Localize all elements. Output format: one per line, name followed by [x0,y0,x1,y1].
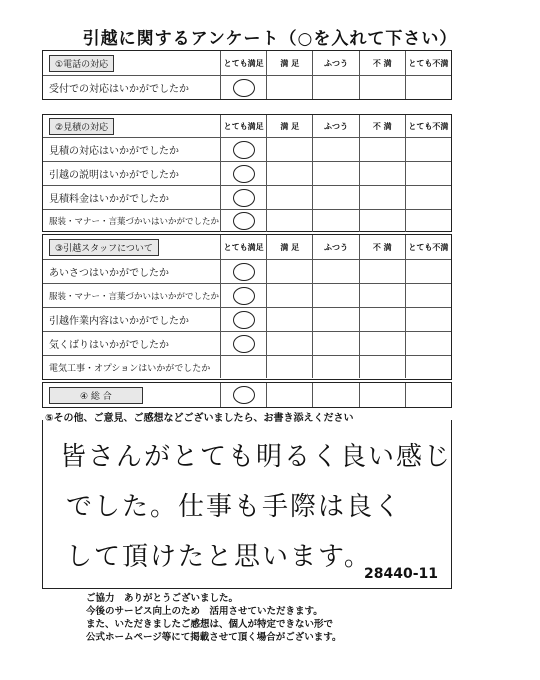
rating-header: 不 満 [360,51,406,75]
rating-header: 満 足 [267,115,313,137]
rating-header: とても不満 [408,58,449,68]
rating-cell[interactable] [267,356,313,378]
rating-cell[interactable] [221,356,267,378]
rating-cell[interactable] [313,284,359,307]
rating-cell[interactable] [313,210,359,232]
rating-cell[interactable] [360,284,406,307]
rating-cell[interactable] [267,332,313,355]
rating-cell[interactable] [406,210,451,232]
section-label: ③引越スタッフについて [49,239,159,256]
rating-cell[interactable] [360,356,406,378]
rating-header: とても不満 [408,121,449,131]
rating-cell[interactable] [221,332,267,355]
question-text: 引越の説明はいかがでしたか [43,162,221,185]
footer-note [86,592,342,644]
rating-cell[interactable] [221,186,267,209]
rating-header: ふつう [313,51,359,75]
rating-cell[interactable] [221,138,267,161]
question-text: 気くばりはいかがでしたか [43,332,221,355]
selected-circle [233,311,255,329]
rating-cell[interactable] [313,308,359,331]
rating-cell[interactable] [313,260,359,283]
question-text: あいさつはいかがでしたか [43,260,221,283]
question-text: 引越作業内容はいかがでしたか [43,308,221,331]
rating-cell[interactable] [406,162,451,185]
selected-circle [233,165,255,183]
rating-cell[interactable] [267,260,313,283]
handwritten-line: 皆さんがとても明るく良い感じ [60,442,453,472]
selected-circle [233,79,255,97]
rating-cell[interactable] [221,210,267,232]
rating-header: ふつう [313,235,359,259]
rating-cell[interactable] [360,76,406,99]
rating-header: 不 満 [360,115,406,137]
footer-line: 今後のサービス向上のため 活用させていただきます。 [86,606,323,617]
rating-header: ふつう [313,115,359,137]
rating-cell[interactable] [406,284,451,307]
footer-line: 公式ホームページ等にて掲載させて頂く場合がございます。 [86,632,342,643]
question-text: 受付での対応はいかがでしたか [43,76,221,99]
section-moving-staff [42,234,452,380]
rating-header: とても満足 [221,51,267,75]
question-text: 見積料金はいかがでしたか [43,186,221,209]
footer-line: ご協力 ありがとうございました。 [86,593,239,604]
rating-cell[interactable] [313,76,359,99]
rating-cell[interactable] [360,308,406,331]
rating-header: とても満足 [221,235,267,259]
selected-circle [233,189,255,207]
selected-circle [233,335,255,353]
handwritten-line: して頂けたと思います。 [66,542,372,572]
rating-cell[interactable] [360,186,406,209]
rating-cell[interactable] [221,76,267,99]
rating-header: 不 満 [360,235,406,259]
rating-cell[interactable] [267,138,313,161]
rating-cell[interactable] [406,76,451,99]
question-text: 服装・マナー・言葉づかいはいかがでしたか [43,284,221,307]
rating-cell[interactable] [360,383,406,407]
rating-cell[interactable] [406,260,451,283]
rating-cell[interactable] [406,308,451,331]
rating-cell[interactable] [406,138,451,161]
rating-cell[interactable] [221,260,267,283]
rating-cell[interactable] [221,383,267,407]
rating-cell[interactable] [267,383,313,407]
rating-cell[interactable] [267,162,313,185]
selected-circle [233,287,255,305]
reference-number: 28440-11 [364,566,438,582]
rating-header: とても不満 [408,242,449,252]
handwritten-line: でした。仕事も手際は良く [66,492,403,522]
footer-line: また、いただきましたご感想は、個人が特定できない形で [86,619,334,630]
rating-cell[interactable] [406,186,451,209]
rating-cell[interactable] [267,308,313,331]
rating-cell[interactable] [267,186,313,209]
rating-cell[interactable] [221,308,267,331]
rating-cell[interactable] [360,260,406,283]
rating-cell[interactable] [221,284,267,307]
rating-cell[interactable] [267,284,313,307]
rating-cell[interactable] [313,162,359,185]
rating-cell[interactable] [406,383,451,407]
selected-circle [233,141,255,159]
section-overall [42,382,452,408]
question-text: 服装・マナー・言葉づかいはいかがでしたか [43,210,221,232]
page-title: 引越に関するアンケート（○を入れて下さい） [82,29,458,49]
selected-circle [233,212,255,230]
section-label: ②見積の対応 [49,118,114,135]
section-label: ④ 総 合 [49,387,143,404]
selected-circle [233,386,255,404]
rating-cell[interactable] [406,332,451,355]
section-label: ①電話の対応 [49,55,114,72]
rating-header: 満 足 [267,51,313,75]
rating-cell[interactable] [267,76,313,99]
section-phone-response [42,50,452,100]
question-text: 電気工事・オプションはいかがでしたか [43,356,221,378]
rating-header: とても満足 [221,115,267,137]
comment-label: ⑤その他、ご意見、ご感想などございましたら、お書き添えください [45,413,354,424]
rating-cell[interactable] [313,186,359,209]
rating-cell[interactable] [360,138,406,161]
rating-cell[interactable] [313,332,359,355]
rating-cell[interactable] [313,383,359,407]
question-text: 見積の対応はいかがでしたか [43,138,221,161]
rating-cell[interactable] [313,138,359,161]
rating-cell[interactable] [360,332,406,355]
rating-cell[interactable] [221,162,267,185]
section-estimate-response [42,114,452,232]
rating-cell[interactable] [360,162,406,185]
rating-cell[interactable] [360,210,406,232]
rating-cell[interactable] [406,356,451,378]
rating-header: 満 足 [267,235,313,259]
rating-cell[interactable] [313,356,359,378]
rating-cell[interactable] [267,210,313,232]
selected-circle [233,263,255,281]
